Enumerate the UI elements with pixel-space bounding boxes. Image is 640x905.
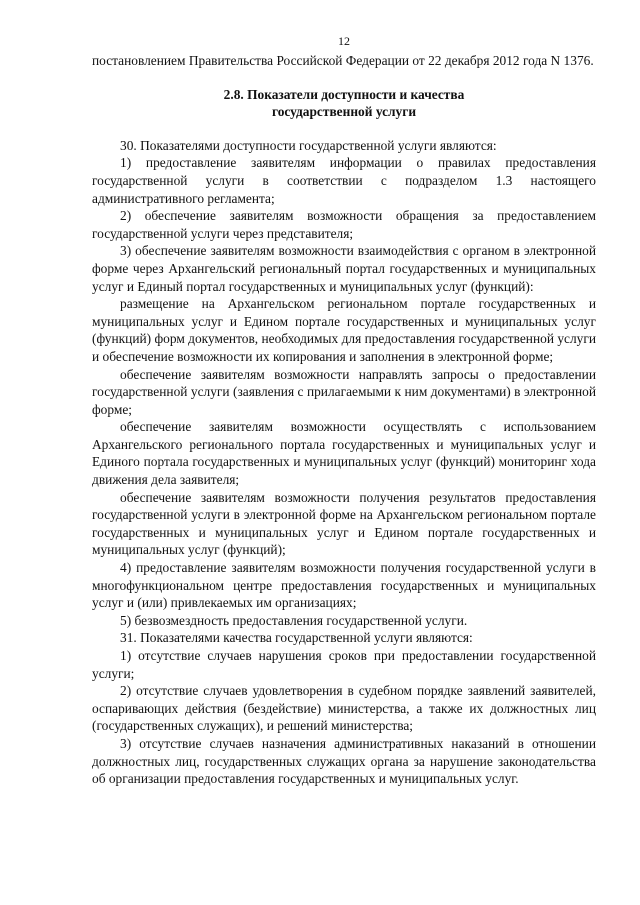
paragraph-30-3-a: размещение на Архангельском региональном портале государственных и муниципальных услуг и Едином портале государственных и муниципальных услуг (функций) форм документов, необходимых для предоставления государственной услуги и обеспечение возможности их копирования и заполнения в электронной форме; (92, 296, 597, 364)
paragraph-31: 31. Показателями качества государственной услуги являются: (120, 630, 473, 646)
document-page (92, 34, 596, 788)
paragraph-31-3: 3) отсутствие случаев назначения административных наказаний в отношении должностных лиц, государственных служащих органа за нарушение законодательства об организации предоставления государственных и муниципальных услуг. (92, 735, 596, 787)
section-heading (92, 86, 596, 121)
paragraph-31-1: 1) отсутствие случаев нарушения сроков при предоставлении государственной услуги; (92, 648, 596, 681)
paragraph-30-5: 5) безвозмездность предоставления государственной услуги. (120, 612, 468, 628)
paragraph-30-3-d: обеспечение заявителям возможности получения результатов предоставления государственной услуги в электронной форме на Архангельском региональном портале государственных и муниципальных услуг и Едином портале государственных и муниципальных услуг (функций); (92, 489, 596, 558)
paragraph-30-1: 1) предоставление заявителям информации о правилах предоставления государственной услуги в соответствии с подразделом 1.3 настоящего административного регламента; (92, 155, 596, 206)
paragraph-30-4: 4) предоставление заявителям возможности получения государственной услуги в многофункциональном центре предоставления государственных и муниципальных услуг и (или) привлекаемых им организациях; (92, 560, 596, 611)
paragraph-30-3: 3) обеспечение заявителям возможности взаимодействия с органом в электронной форме через Архангельский региональный портал государственных и муниципальных услуг и Единый портал государственных и муниципальных услуг (функций): (92, 243, 596, 294)
section-title-line1: 2.8. Показатели доступности и качества (223, 86, 465, 102)
paragraph-30-3-c: обеспечение заявителям возможности осуществлять с использованием Архангельского регионального портала государственных и муниципальных услуг и Единого портала государственных и муниципальных услуг (функций) мониторинг хода движения дела заявителя; (92, 419, 596, 488)
paragraph-30-3-b: обеспечение заявителям возможности направлять запросы о предоставлении государственной услуги (заявления с прилагаемыми к ним документами) в электронной форме; (92, 366, 596, 417)
section-title-line2: государственной услуги (271, 104, 417, 120)
paragraph-31-2: 2) отсутствие случаев удовлетворения в судебном порядке заявлений заявителей, оспаривающих действия (бездействие) министерства, а также их должностных лиц (государственных служащих), и решений министерства; (92, 683, 596, 734)
paragraph-30-2: 2) обеспечение заявителям возможности обращения за предоставлением государственной услуги через представителя; (92, 208, 596, 241)
paragraph-30: 30. Показателями доступности государственной услуги являются: (120, 137, 497, 153)
intro-paragraph: постановлением Правительства Российской Федерации от 22 декабря 2012 года N 1376. (92, 53, 594, 68)
page-number: 12 (338, 34, 350, 48)
